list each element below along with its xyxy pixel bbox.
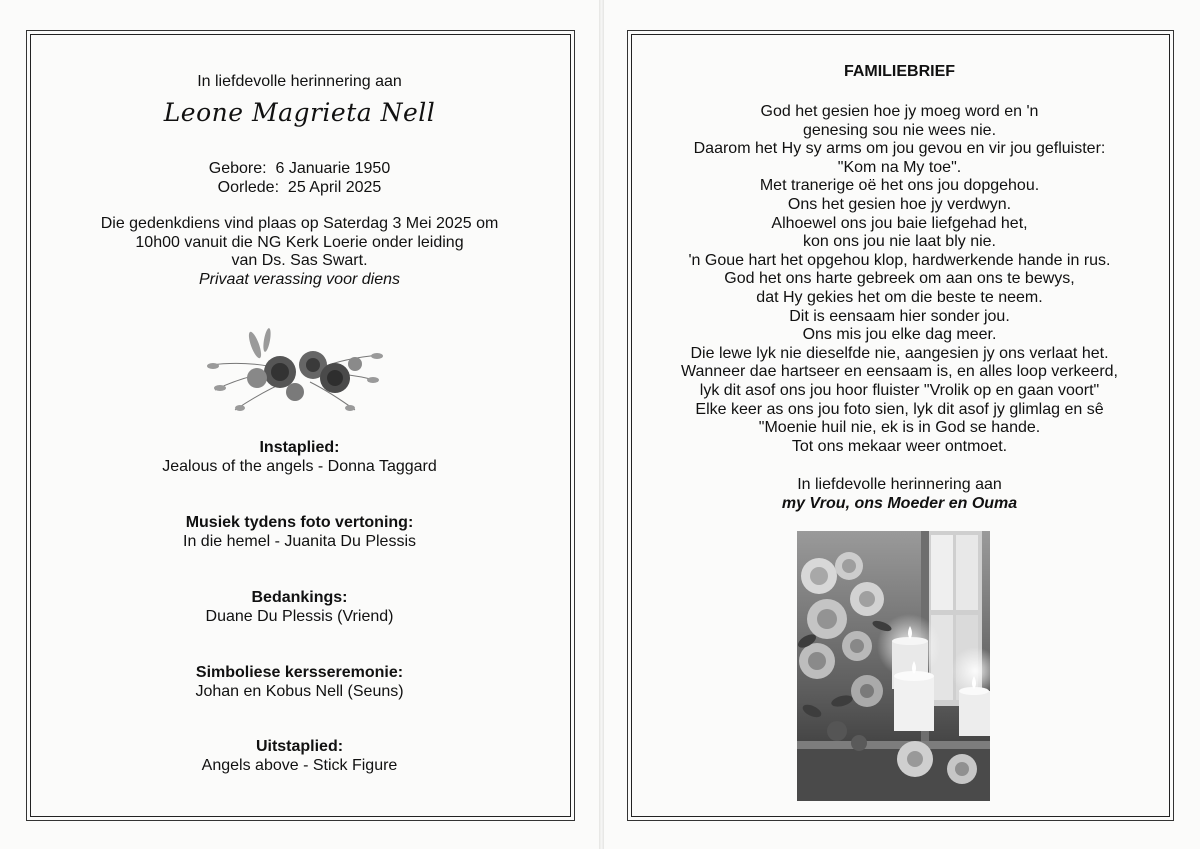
program-item-photo-music: [30, 513, 569, 551]
poem-line: "Kom na My toe".: [837, 158, 962, 176]
program-item-exit-song: [30, 737, 569, 775]
flower-bouquet-illustration: [195, 310, 395, 420]
died-label: Oorlede:: [217, 179, 280, 196]
poem: [631, 103, 1168, 456]
poem-line: "Moenie huil nie, ek is in God se hande.: [758, 419, 1041, 437]
program-heading: Bedankings:: [251, 589, 348, 606]
poem-line: God het ons harte gebreek om aan ons te bewys,: [724, 270, 1075, 288]
program-heading: Simboliese kersseremonie:: [195, 664, 404, 681]
born-label: Gebore:: [208, 160, 267, 177]
memory-block: [631, 476, 1168, 513]
poem-line: 'n Goue hart het opgehou klop, hardwerkende hande in rus.: [688, 251, 1111, 269]
program-value: Duane Du Plessis (Vriend): [205, 608, 394, 625]
program-value: Johan en Kobus Nell (Seuns): [195, 683, 404, 700]
poem-line: kon ons jou nie laat bly nie.: [802, 233, 996, 251]
poem-line: lyk dit asof ons jou hoor fluister "Vrolik op en gaan voort": [699, 381, 1100, 399]
program-item-candle-ceremony: [30, 663, 569, 701]
service-line: Die gedenkdiens vind plaas op Saterdag 3 Mei 2025 om: [100, 215, 499, 232]
service-details: [30, 215, 569, 289]
service-line: van Ds. Sas Swart.: [231, 252, 368, 269]
program-heading: Instaplied:: [259, 439, 340, 456]
deceased-name: Leone Magrieta Nell: [163, 98, 436, 127]
memory-intro: In liefdevolle herinnering aan: [797, 476, 1002, 493]
poem-line: Tot ons mekaar weer ontmoet.: [791, 437, 1008, 455]
poem-line: Die lewe lyk nie dieselfde nie, aangesien jy ons verlaat het.: [690, 344, 1109, 362]
poem-line: Met tranerige oë het ons jou dopgehou.: [759, 177, 1040, 195]
poem-line: genesing sou nie wees nie.: [802, 121, 997, 139]
program-heading: Musiek tydens foto vertoning:: [185, 514, 414, 531]
born-row: [30, 159, 569, 178]
service-line: 10h00 vanuit die NG Kerk Loerie onder leiding: [135, 233, 464, 251]
poem-line: Wanneer dae hartseer en eensaam is, en alles loop verkeerd,: [681, 363, 1118, 381]
cremation-note: Privaat verassing voor diens: [199, 270, 400, 288]
candles-and-roses-photo: [797, 531, 990, 801]
poem-line: Alhoewel ons jou baie liefgehad het,: [771, 214, 1028, 232]
program-heading: Uitstaplied:: [255, 738, 344, 755]
poem-line: Ons mis jou elke dag meer.: [802, 326, 997, 344]
memory-dedication: my Vrou, ons Moeder en Ouma: [781, 494, 1018, 512]
program-item-thanks: [30, 588, 569, 626]
dates-block: [30, 159, 569, 197]
poem-line: dat Hy gekies het om die beste te neem.: [756, 288, 1043, 306]
born-date: 6 Januarie 1950: [275, 160, 391, 177]
poem-line: Daarom het Hy sy arms om jou gevou en vir jou gefluister:: [693, 140, 1106, 158]
intro-text: In liefdevolle herinnering aan: [197, 73, 402, 90]
poem-line: Elke keer as ons jou foto sien, lyk dit asof jy glimlag en sê: [695, 400, 1104, 418]
program-value: Angels above - Stick Figure: [201, 757, 398, 774]
died-date: 25 April 2025: [287, 179, 382, 196]
page-fold: [599, 0, 604, 849]
poem-line: Dit is eensaam hier sonder jou.: [789, 307, 1010, 325]
poem-line: Ons het gesien hoe jy verdwyn.: [787, 195, 1012, 213]
poem-line: God het gesien hoe jy moeg word en 'n: [760, 103, 1039, 120]
familiebrief-title: FAMILIEBRIEF: [843, 63, 956, 80]
died-row: [30, 178, 569, 197]
program-item-entry-song: [30, 438, 569, 476]
program-value: In die hemel - Juanita Du Plessis: [183, 533, 416, 550]
program-value: Jealous of the angels - Donna Taggard: [162, 458, 437, 475]
